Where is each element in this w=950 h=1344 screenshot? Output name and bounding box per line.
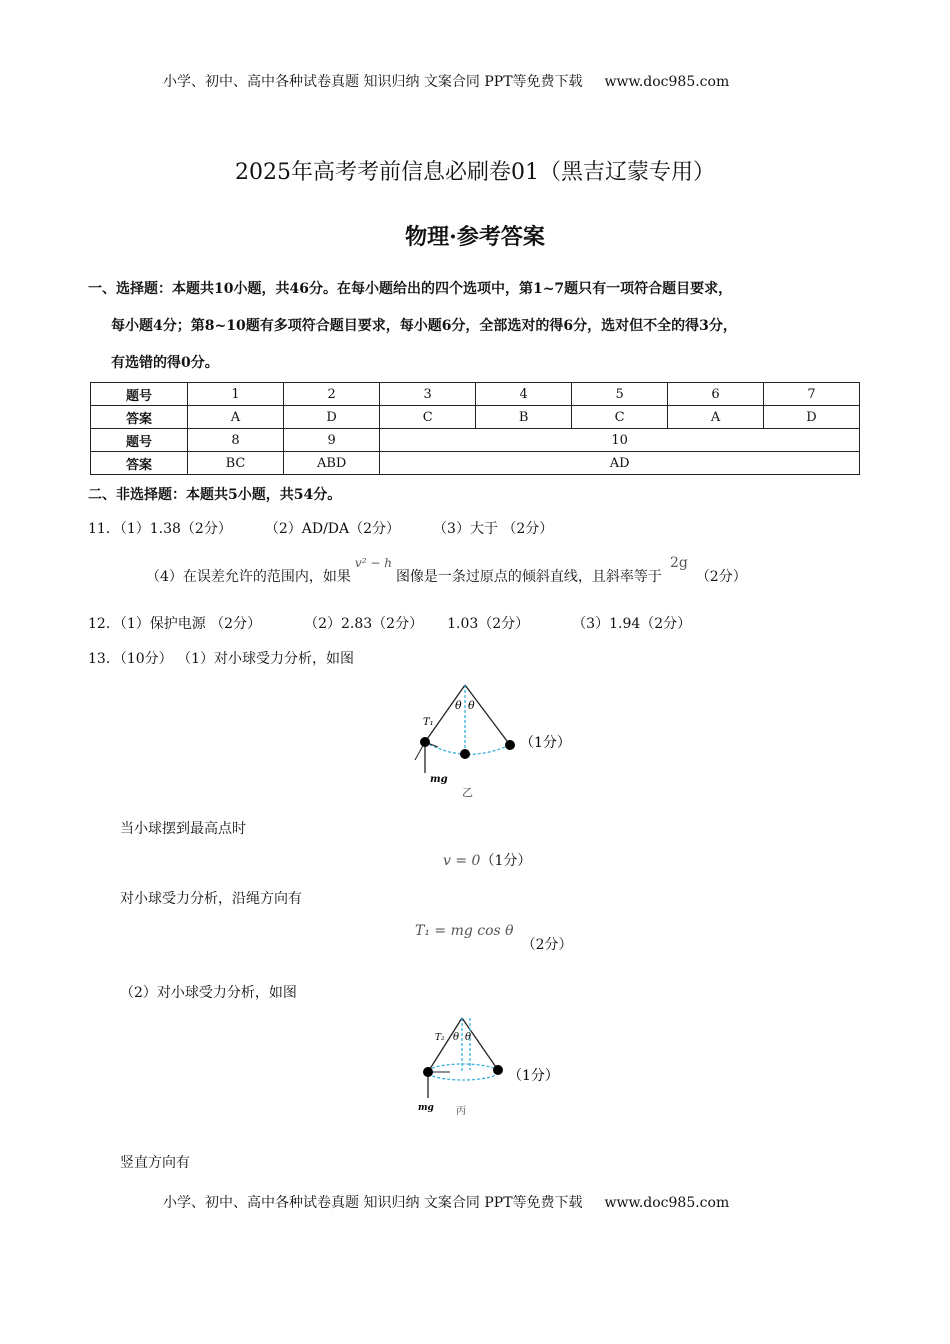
intro-text: （10分） （1）对小球受力分析，如图 (119, 651, 354, 667)
document-title: 2025年高考考前信息必刷卷01（黑吉辽蒙专用） (235, 160, 715, 185)
equation-1 (443, 850, 531, 870)
page-header (163, 71, 729, 91)
cell: 2 (284, 383, 380, 406)
a-label: 答案 (91, 406, 188, 429)
pendulum-figure-1 (405, 675, 605, 800)
figure-caption: 乙 (462, 786, 473, 799)
q11-line2 (146, 555, 747, 586)
cell: B (476, 406, 572, 429)
table-row (91, 383, 860, 406)
score-label: （1分） (480, 853, 532, 869)
answer-part: （1）保护电源 （2分） (119, 616, 262, 632)
table-row (91, 429, 860, 452)
q-num: 13． (88, 651, 120, 667)
header-text: 小学、初中、高中各种试卷真题 知识归纳 文案合同 PPT等免费下载 (163, 74, 583, 90)
math-expr: v = 0 (443, 853, 481, 869)
text-line: 当小球摆到最高点时 (120, 821, 246, 837)
cell: D (764, 406, 860, 429)
a-label: 答案 (91, 452, 188, 475)
section1-line: 有选错的得0分。 (111, 355, 219, 371)
cell: A (187, 406, 283, 429)
cell: 8 (187, 429, 283, 452)
cell: AD (380, 452, 860, 475)
q-num: 12． (88, 616, 120, 632)
answer-part: （2）AD/DA（2分） (271, 521, 401, 537)
text-line: （2）对小球受力分析，如图 (120, 985, 297, 1001)
document-subtitle: 物理·参考答案 (405, 224, 545, 250)
cell: 10 (380, 429, 860, 452)
cell: 1 (187, 383, 283, 406)
footer-url[interactable]: www.doc985.com (604, 1195, 730, 1211)
header-url[interactable]: www.doc985.com (604, 74, 730, 90)
equation-2 (415, 920, 573, 953)
cell: BC (187, 452, 283, 475)
score-label: （1分） (508, 1068, 559, 1084)
answer-part: （2）2.83（2分） (311, 616, 424, 632)
mg-label: mg (418, 1103, 434, 1113)
cell: 6 (668, 383, 764, 406)
mg-label: mg (430, 774, 448, 785)
answer-part: 图像是一条过原点的倾斜直线，且斜率等于 (395, 569, 662, 585)
section2-heading: 二、非选择题：本题共5小题，共54分。 (88, 487, 342, 503)
cell: ABD (284, 452, 380, 475)
table-row (91, 452, 860, 475)
answer-part: （2分） (695, 569, 747, 585)
page-footer (163, 1192, 729, 1212)
tension-label: T₂ (435, 1033, 445, 1043)
math-expr: 2g (669, 555, 688, 571)
theta-label: θ (465, 1032, 472, 1043)
cell: A (668, 406, 764, 429)
theta-label: θ (453, 1032, 460, 1043)
q-label: 题号 (91, 429, 188, 452)
math-expr: T₁ = mg cos θ (415, 923, 514, 939)
pendulum-figure-2 (410, 1010, 600, 1125)
q11-line1 (88, 518, 553, 538)
text-line: 竖直方向有 (120, 1155, 190, 1171)
answer-table (90, 382, 860, 475)
score-label: （1分） (520, 735, 571, 751)
cell: 7 (764, 383, 860, 406)
math-expr: v² − h (354, 556, 392, 570)
q-label: 题号 (91, 383, 188, 406)
answer-part: 1.03（2分） (447, 616, 530, 632)
footer-text: 小学、初中、高中各种试卷真题 知识归纳 文案合同 PPT等免费下载 (163, 1195, 583, 1211)
cell: C (572, 406, 668, 429)
text-line: 对小球受力分析，沿绳方向有 (120, 891, 302, 907)
cell: 9 (284, 429, 380, 452)
cell: 4 (476, 383, 572, 406)
theta-label: θ (455, 699, 462, 712)
cell: 3 (380, 383, 476, 406)
q12-line (88, 613, 691, 633)
answer-part: （3）1.94（2分） (579, 616, 692, 632)
tension-label: T₁ (423, 717, 434, 728)
theta-label: θ (468, 699, 475, 712)
section1-line: 一、选择题：本题共10小题，共46分。在每小题给出的四个选项中，第1~7题只有一项符合题目要求， (88, 281, 733, 297)
answer-part: （1）1.38（2分） (119, 521, 232, 537)
answer-part: （4）在误差允许的范围内，如果 (146, 569, 351, 585)
section1-line: 每小题4分；第8~10题有多项符合题目要求，每小题6分，全部选对的得6分，选对但不全的得3分， (111, 318, 737, 334)
q-num: 11． (88, 521, 120, 537)
answer-part: （3）大于 （2分） (440, 521, 554, 537)
cell: 5 (572, 383, 668, 406)
score-label: （2分） (521, 937, 573, 953)
q13-intro (88, 648, 354, 668)
table-row (91, 406, 860, 429)
figure-caption: 丙 (456, 1106, 466, 1117)
cell: D (284, 406, 380, 429)
cell: C (380, 406, 476, 429)
